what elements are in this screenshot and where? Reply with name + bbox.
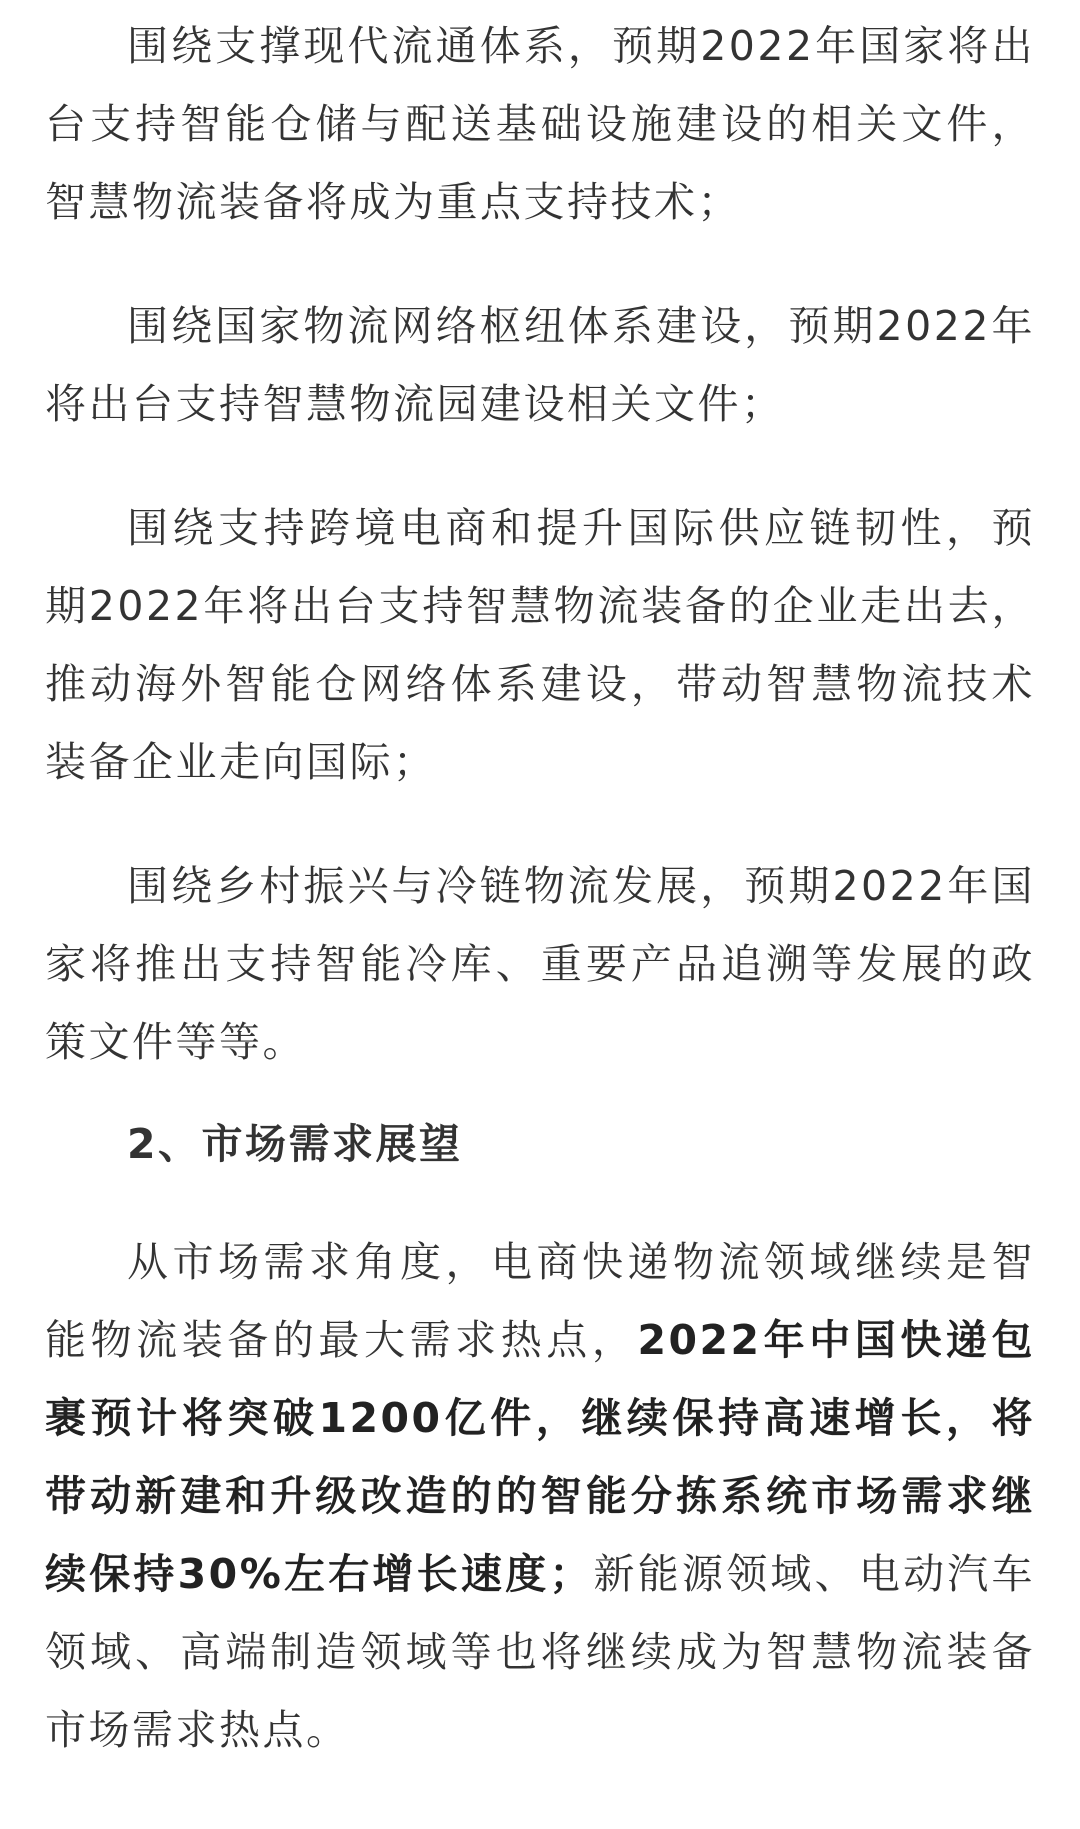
paragraph-rural-cold-chain: 围绕乡村振兴与冷链物流发展，预期2022年国家将推出支持智能冷库、重要产品追溯等发展的政策文件等等。 [45,862,1035,1066]
market-demand-outro: 新能源领域、电动汽车领域、高端制造领域等也将继续成为智慧物流装备市场需求热点。 [45,1550,1036,1754]
market-demand-intro: 从市场需求角度，电商快递物流领域继续是智能物流装备的最大需求热点， [45,1238,1035,1364]
paragraph-logistics-hub: 围绕国家物流网络枢纽体系建设，预期2022年将出台支持智慧物流园建设相关文件； [45,302,1035,428]
spacer [45,443,1035,489]
paragraph-cross-border: 围绕支持跨境电商和提升国际供应链韧性，预期2022年将出台支持智慧物流装备的企业走出去，推动海外智能仓网络体系建设，带动智慧物流技术装备企业走向国际； [45,504,1035,786]
paragraph-modern-circulation: 围绕支撑现代流通体系，预期2022年国家将出台支持智能仓储与配送基础设施建设的相关文件，智慧物流装备将成为重点支持技术； [45,22,1035,226]
spacer [45,1081,1035,1105]
market-demand-highlight: 2022年中国快递包裹预计将突破1200亿件，继续保持高速增长，将带动新建和升级改造的的智能分拣系统市场需求继续保持30%左右增长速度； [45,1316,1035,1598]
paragraph-market-demand [45,1223,1035,1769]
spacer [45,1183,1035,1223]
spacer [45,801,1035,847]
section-heading: 2、市场需求展望 [127,1120,463,1168]
article-body [45,7,1035,1769]
spacer [45,241,1035,287]
